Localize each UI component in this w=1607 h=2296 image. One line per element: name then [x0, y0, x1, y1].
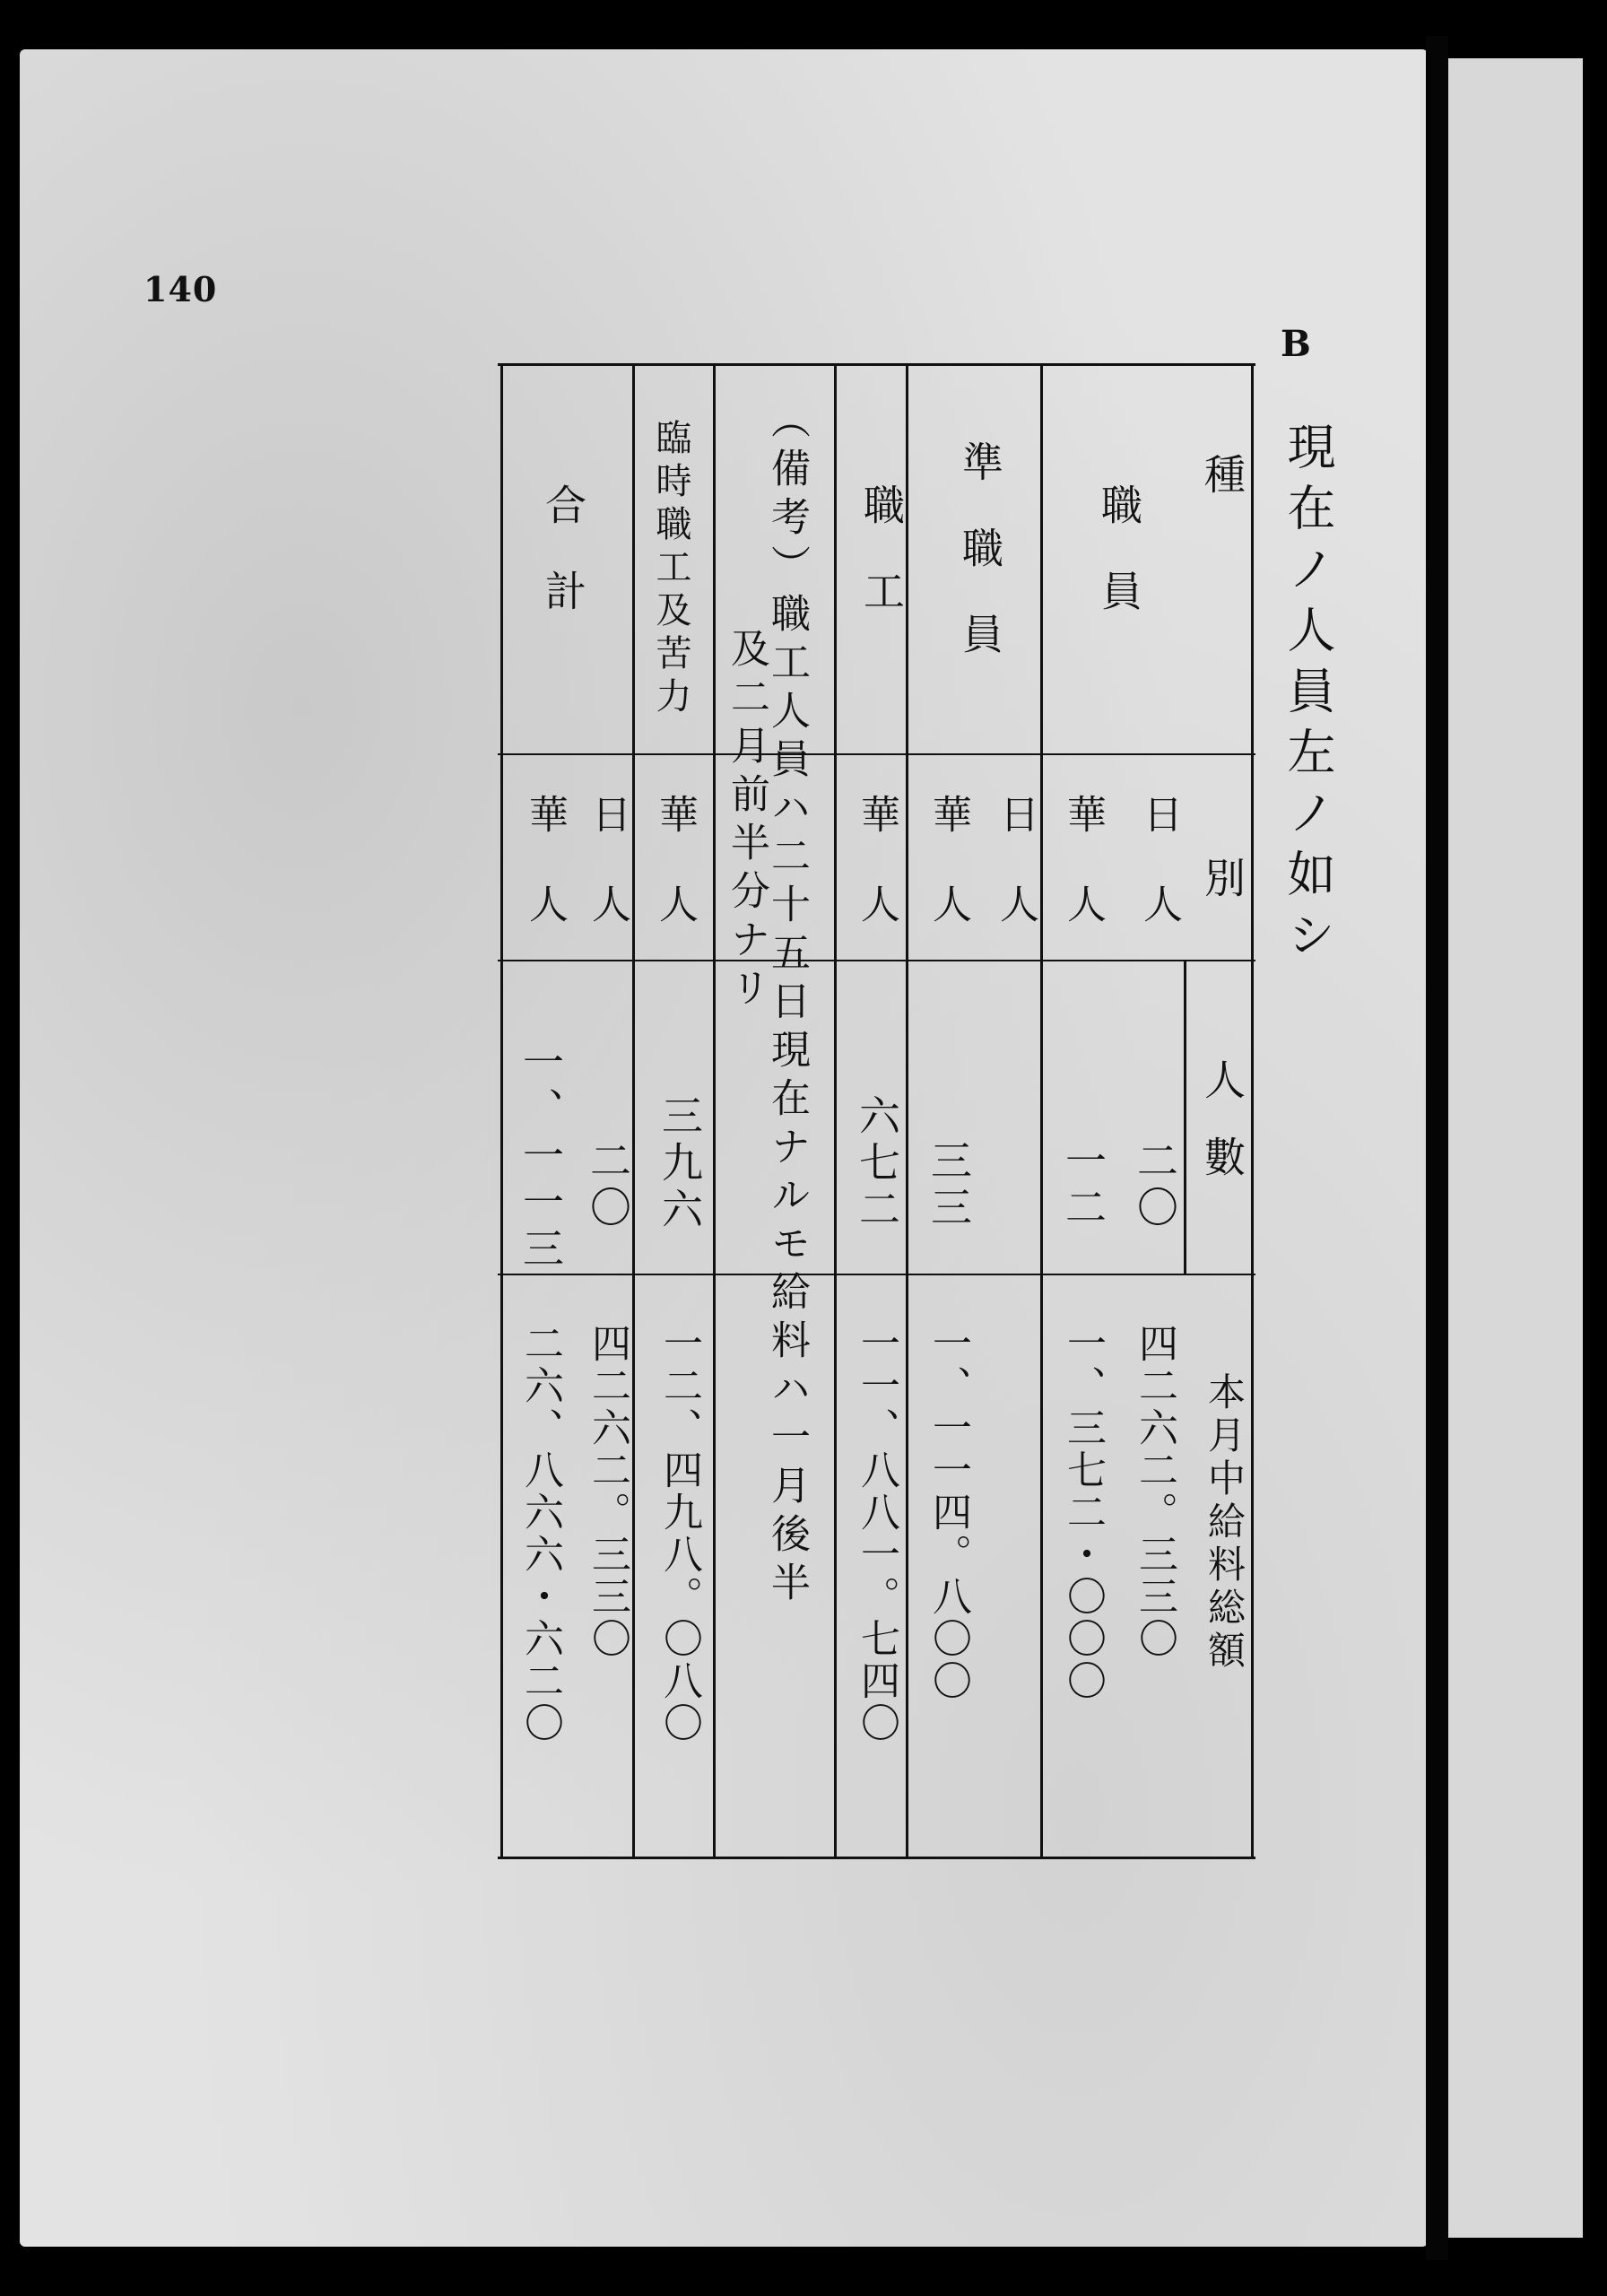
- row-salary: 四二六二。三三〇: [1132, 1323, 1177, 1660]
- section-label: B: [1281, 323, 1311, 365]
- book-spine: [1426, 36, 1448, 2260]
- row-salary: 二六、八六六・六二〇: [517, 1323, 563, 1744]
- row-nat: 華人: [854, 794, 899, 973]
- remarks-line-1: （備考）職工人員ハ二十五日現在ナルモ給料ハ一月後半: [764, 399, 810, 1610]
- row-salary: 一、一一四。八〇〇: [925, 1323, 971, 1702]
- row-nat: 華人: [1060, 794, 1106, 973]
- header-category2: 別: [1198, 857, 1247, 903]
- row-count: 一二: [1059, 1139, 1108, 1232]
- remarks-line-2: 及二月前半分ナリ: [724, 628, 769, 1015]
- header-count: 人數: [1198, 1058, 1247, 1213]
- row-count: 六七二: [853, 1094, 901, 1234]
- col-divider: [500, 363, 503, 1859]
- group-staff: 職員: [1095, 483, 1143, 656]
- section-heading: 現在ノ人員左ノ如シ: [1280, 422, 1336, 970]
- page-number: 140: [143, 269, 218, 309]
- header-salary: 本月中給料総額: [1203, 1372, 1247, 1674]
- col-divider: [1040, 363, 1043, 1859]
- row-salary: 一一、八八一。七四〇: [854, 1323, 899, 1744]
- group-assoc-staff: 準職員: [956, 440, 1004, 699]
- row-nat: 華人: [652, 794, 698, 973]
- header-category: 種: [1198, 453, 1247, 500]
- facing-page-edge: [1448, 58, 1583, 2238]
- row-count: 三三: [925, 1139, 973, 1232]
- row-nat: 日人: [1136, 794, 1182, 973]
- row-nat: 華人: [522, 794, 568, 973]
- row-count: 一、一一三: [517, 1040, 565, 1274]
- col-divider: [713, 363, 716, 1859]
- row-nat: 華人: [925, 794, 971, 973]
- count-rule: [498, 1274, 1255, 1275]
- table-bottom-rule: [498, 1857, 1255, 1859]
- table-top-rule: [498, 363, 1255, 366]
- row-count: 二〇: [1131, 1139, 1179, 1232]
- row-salary: 一二、四九八。〇八〇: [656, 1323, 702, 1744]
- row-nat: 日人: [993, 794, 1038, 973]
- group-workers: 職工: [857, 483, 906, 656]
- row-count: 二〇: [584, 1139, 632, 1232]
- col-divider: [834, 363, 837, 1859]
- row-salary: 四二六二。三三〇: [585, 1323, 630, 1660]
- row-count: 三九六: [656, 1094, 704, 1234]
- header-rule: [498, 753, 1255, 755]
- row-nat: 日人: [585, 794, 630, 973]
- group-total: 合計: [539, 483, 587, 656]
- row-salary: 一、三七二・〇〇〇: [1060, 1323, 1106, 1702]
- group-temp-workers: 臨時職工及苦力: [650, 419, 691, 720]
